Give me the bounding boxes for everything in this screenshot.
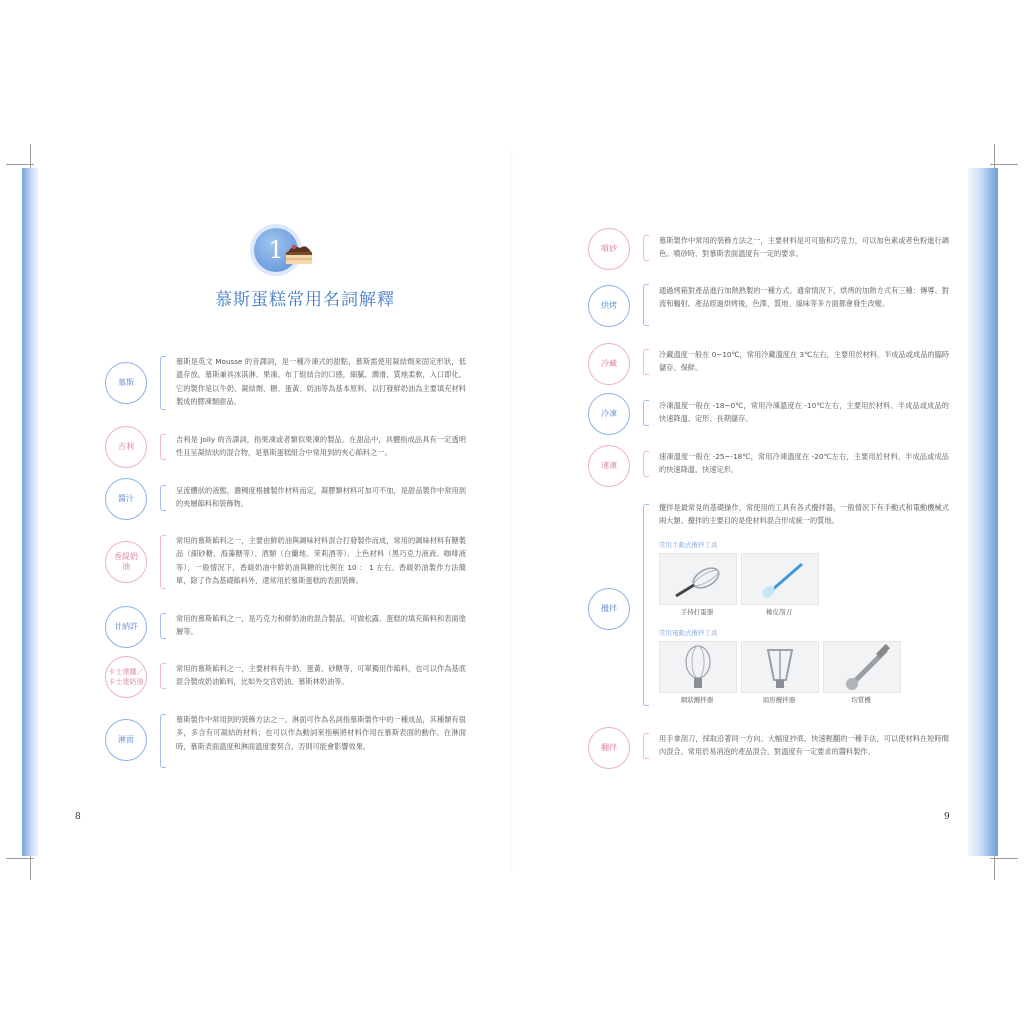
crop-mark — [6, 858, 34, 859]
term-label: 噴砂 — [601, 244, 617, 253]
wire-whip-icon — [660, 642, 736, 692]
bracket — [160, 663, 166, 689]
crop-mark — [990, 858, 1018, 859]
term-description: 常用的慕斯餡料之一，是巧克力和鮮奶油的混合製品，可做松露、蛋糕的填充餡料和表面塗層等。 — [176, 614, 466, 637]
tool-label: 手持打蛋器 — [680, 608, 714, 616]
term-label: 慕斯 — [118, 378, 134, 387]
term-description: 常用的慕斯餡料之一，主要由鮮奶油與調味材料混合打發製作而成，常用的調味材料有糖製品（細砂糖、海藻糖等）、酒類（白蘭地、茉莉酒等）、上色材料（黑巧克力液液、咖啡液等），一般情況下，香緹奶油中鮮奶油與糖的比例在 10 ： 1 左右。香緹奶油製作方法簡單，除了作為基礎餡料外，還常用於慕斯蛋糕的表面裝飾。 — [176, 536, 466, 585]
whisk-photo — [659, 553, 737, 605]
term-description: 常用的慕斯餡料之一，主要材料有牛奶、蛋黃、砂糖等，可單獨用作餡料，也可以作為基底混合製成奶油餡料，比如外交官奶油、慕斯林奶油等。 — [176, 664, 466, 687]
term-label: 甘納許 — [114, 622, 138, 631]
term-bake-circle — [588, 285, 630, 327]
term-glaze-circle — [105, 719, 147, 761]
term-chantilly-circle — [105, 541, 147, 583]
bracket — [643, 235, 649, 261]
term-label: 冷凍 — [601, 409, 617, 418]
term-description: 慕斯製作中常用到的裝飾方法之一，淋面可作為名詞指慕斯製作中的一種成品，其種類有很多，多含有可凝結的材料；也可以作為動詞來指稱將材料作用在慕斯表面的動作。在淋面時，慕斯表面溫度和淋面溫度要契合，否則可能會影響效果。 — [176, 715, 466, 751]
manual-tools-caption: 常用手動式攪拌工具 — [659, 541, 718, 549]
term-label: 香緹奶油 — [114, 552, 138, 571]
right-edge-bar — [968, 168, 998, 856]
term-description: 呈流體狀的液態，濃稠度根據製作材料而定，凝膠類材料可加可不加，是甜品製作中常用到的夾層餡料和裝飾物。 — [176, 486, 466, 509]
spatula-photo — [741, 553, 819, 605]
page-number-left: 8 — [75, 812, 81, 822]
tool-label: 網狀攪拌器 — [680, 696, 714, 704]
term-description: 冷藏溫度一般在 0~10℃，常用冷藏溫度在 3℃左右，主要用於材料、半成品或成品的臨時儲存、保鮮。 — [659, 350, 949, 373]
term-custard-circle — [105, 656, 147, 698]
term-description: 冷凍溫度一般在 -18~0℃，常用冷凍溫度在 -10℃左右，主要用於材料、半成品或成品的快速降溫、定形、長期儲存。 — [659, 401, 949, 424]
term-description: 慕斯是英文 Mousse 的音譯詞，是一種冷凍式的甜點，慕斯需使用凝結劑來固定形狀，低溫存放。慕斯兼具冰淇淋、果凍、布丁組結合的口感，細膩、潤滑、質地柔軟，入口即化。它的製作是以牛奶、凝結劑、糖、蛋黃、奶油等為基本原料，以打發鮮奶油為主要填充材料製成的膠凍類甜品。 — [176, 357, 466, 406]
bracket — [160, 613, 166, 639]
spatula-icon — [742, 554, 818, 604]
bracket — [160, 434, 166, 460]
term-label: 吉利 — [118, 442, 134, 451]
term-label: 淋面 — [118, 735, 134, 744]
term-label: 翻拌 — [601, 743, 617, 752]
cake-icon — [284, 240, 314, 266]
term-description: 通過烤箱對產品進行加熱熟製的一種方式。通常情況下，烘烤的加熱方式有三種：傳導、對流和輻射。產品經過烘烤後，色澤、質地、風味等多方面都會發生改變。 — [659, 286, 949, 309]
bracket — [643, 504, 649, 706]
term-description: 吉利是 Jolly 的音譯詞，指果凍或者類似果凍的製品。在甜品中，具體指成品具有一定透明性且呈凝結狀的混合物，是慕斯蛋糕組合中常用到的夾心餡料之一。 — [176, 435, 466, 458]
bracket — [160, 535, 166, 589]
term-sauce-circle — [105, 478, 147, 520]
bracket — [643, 349, 649, 375]
electric-tools-caption: 常用電動式攪拌工具 — [659, 629, 718, 637]
paddle-photo — [741, 641, 819, 693]
chapter-number-badge: 1 — [254, 228, 298, 272]
paddle-icon — [742, 642, 818, 692]
term-quickfreeze-circle — [588, 445, 630, 487]
blender-photo — [823, 641, 901, 693]
term-label: 冷藏 — [601, 359, 617, 368]
term-spray-circle — [588, 228, 630, 270]
bracket — [643, 733, 649, 759]
blender-icon — [824, 642, 900, 692]
tool-label: 均質機 — [851, 696, 871, 704]
term-label: 速凍 — [601, 461, 617, 470]
crop-mark — [30, 852, 31, 880]
chapter-title: 慕斯蛋糕常用名詞解釋 — [215, 290, 395, 310]
bracket — [643, 284, 649, 326]
term-fold-circle — [588, 727, 630, 769]
term-label: 醬汁 — [118, 494, 134, 503]
term-description: 攪拌是最常見的基礎操作，常使用的工具有各式攪拌器，一般情況下有手動式和電動機械式兩大類。攪拌的主要目的是使材料混合形成統一的質地。 — [659, 503, 949, 526]
term-label: 攪拌 — [601, 604, 617, 613]
whisk-icon — [660, 554, 736, 604]
crop-mark — [990, 164, 1018, 165]
tool-label: 橡皮刮刀 — [766, 608, 792, 616]
bracket — [160, 485, 166, 511]
bracket — [643, 451, 649, 477]
term-freeze-circle — [588, 393, 630, 435]
term-jelly-circle — [105, 426, 147, 468]
bracket — [643, 400, 649, 426]
page-number-right: 9 — [944, 812, 950, 822]
term-label: 卡士達醬／卡士達奶油 — [108, 668, 144, 686]
bracket — [160, 714, 166, 768]
term-description: 慕斯製作中常用的裝飾方法之一，主要材料是可可脂和巧克力，可以加色素或者色粉進行調色。噴砂時，對慕斯表面溫度有一定的要求。 — [659, 236, 949, 259]
term-chill-circle — [588, 343, 630, 385]
bracket — [160, 356, 166, 410]
term-stir-circle — [588, 588, 630, 630]
term-description: 速凍溫度一般在 -25~-18℃，常用冷凍溫度在 -20℃左右，主要用於材料、半成品或成品的快速降溫、快速定形。 — [659, 452, 949, 475]
term-label: 烘烤 — [601, 301, 617, 310]
term-mousse-circle — [105, 362, 147, 404]
crop-mark — [994, 852, 995, 880]
term-description: 用手拿刮刀，採取沿著同一方向、大幅度抄底、快速輕翻的一種手法，可以使材料在短時間內混合。常用於易消泡的產品混合，對溫度有一定要求的醬料製作。 — [659, 734, 949, 757]
left-edge-bar — [22, 168, 38, 856]
crop-mark — [6, 164, 34, 165]
tool-label: 扇形攪拌器 — [762, 696, 796, 704]
wire-whip-photo — [659, 641, 737, 693]
term-ganache-circle — [105, 606, 147, 648]
book-fold — [510, 150, 514, 870]
